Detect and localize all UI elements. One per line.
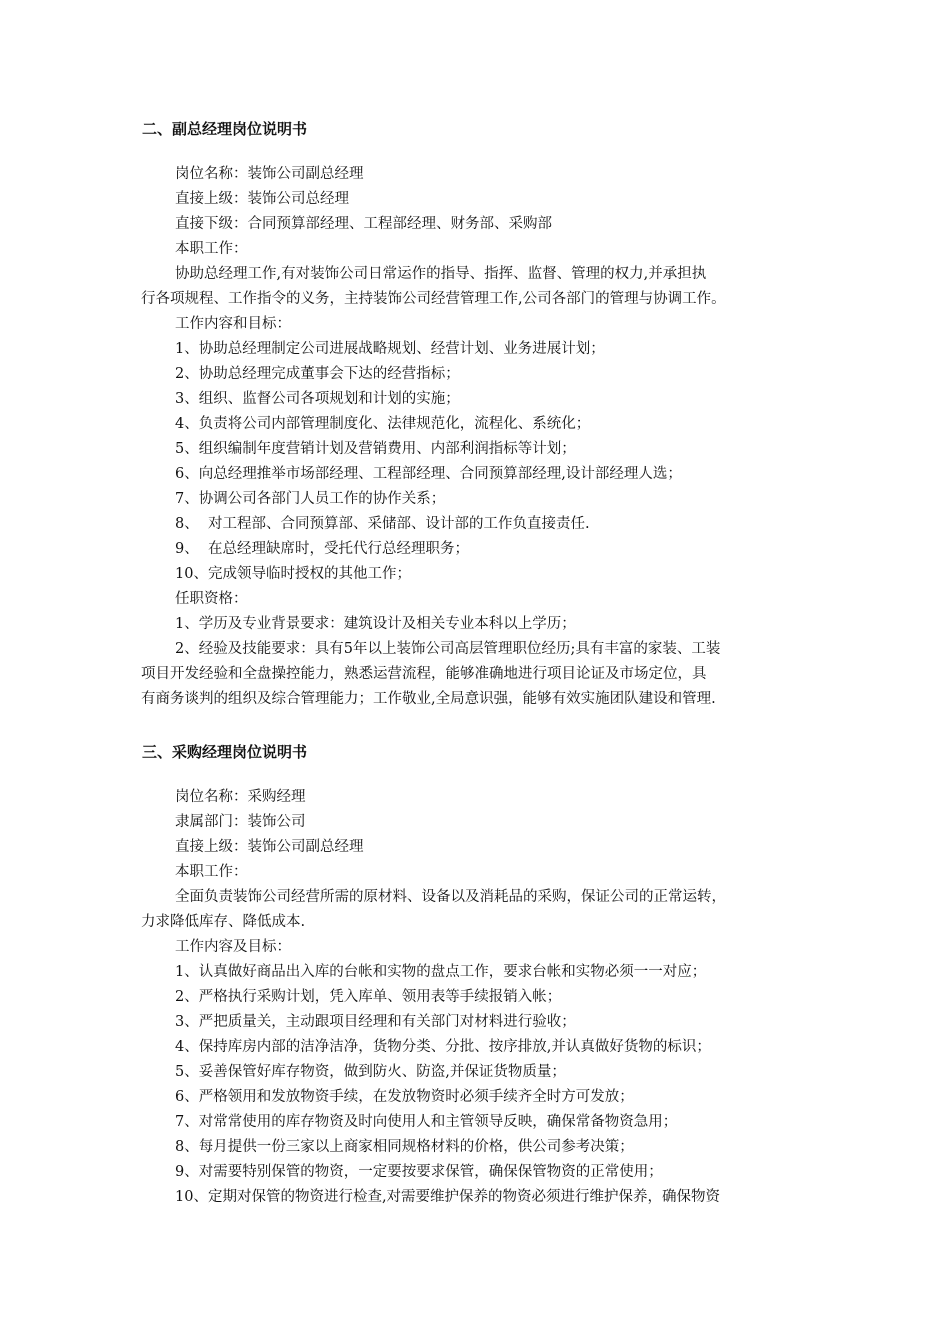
paragraph-line: 任职资格： (175, 591, 248, 607)
list-item: 8、每月提供一份三家以上商家相同规格材料的价格，供公司参考决策； (175, 1139, 634, 1155)
list-item: 3、严把质量关，主动跟项目经理和有关部门对材料进行验收； (175, 1014, 576, 1030)
list-item: 4、负责将公司内部管理制度化、法律规范化，流程化、系统化； (175, 416, 591, 432)
list-item: 4、保持库房内部的洁净洁净，货物分类、分批、按序排放,并认真做好货物的标识； (175, 1039, 711, 1055)
list-item: 1、协助总经理制定公司进展战略规划、经营计划、业务进展计划； (175, 341, 605, 357)
paragraph-line: 工作内容及目标： (175, 939, 291, 955)
paragraph-line: 直接上级：装饰公司副总经理 (175, 839, 364, 855)
list-item: 7、协调公司各部门人员工作的协作关系； (175, 491, 446, 507)
list-item: 8、 对工程部、合同预算部、采储部、设计部的工作负直接责任. (175, 516, 590, 532)
list-item: 6、严格领用和发放物资手续，在发放物资时必须手续齐全时方可发放； (175, 1089, 634, 1105)
paragraph-line: 工作内容和目标： (175, 316, 291, 332)
list-item: 2、严格执行采购计划，凭入库单、领用表等手续报销入帐； (175, 989, 562, 1005)
list-item: 6、向总经理推举市场部经理、工程部经理、合同预算部经理,设计部经理人选； (175, 466, 682, 482)
list-item: 2、经验及技能要求：具有5年以上装饰公司高层管理职位经历;具有丰富的家装、工装 (175, 641, 721, 657)
paragraph-line: 项目开发经验和全盘操控能力，熟悉运营流程，能够准确地进行项目论证及市场定位，具 (141, 666, 707, 682)
paragraph-line: 直接下级：合同预算部经理、工程部经理、财务部、采购部 (175, 216, 552, 232)
list-item: 5、妥善保管好库存物资，做到防火、防盗,并保证货物质量； (175, 1064, 566, 1080)
paragraph-line: 隶属部门：装饰公司 (175, 814, 306, 830)
list-item: 7、对常常使用的库存物资及时向使用人和主管领导反映，确保常备物资急用； (175, 1114, 678, 1130)
paragraph-line: 本职工作： (175, 864, 248, 880)
paragraph-line: 有商务谈判的组织及综合管理能力；工作敬业,全局意识强，能够有效实施团队建设和管理. (141, 691, 716, 707)
list-item: 3、组织、监督公司各项规划和计划的实施； (175, 391, 460, 407)
list-item: 10、定期对保管的物资进行检查,对需要维护保养的物资必须进行维护保养，确保物资 (175, 1189, 721, 1205)
paragraph-line: 岗位名称：采购经理 (175, 789, 306, 805)
paragraph-line: 全面负责装饰公司经营所需的原材料、设备以及消耗品的采购，保证公司的正常运转， (175, 889, 726, 905)
section-heading-purchasing-manager: 三、采购经理岗位说明书 (142, 743, 308, 761)
list-item: 10、完成领导临时授权的其他工作； (175, 566, 411, 582)
paragraph-line: 直接上级：装饰公司总经理 (175, 191, 349, 207)
paragraph-line: 行各项规程、工作指令的义务，主持装饰公司经营管理工作,公司各部门的管理与协调工作。 (141, 291, 726, 307)
list-item: 1、学历及专业背景要求：建筑设计及相关专业本科以上学历； (175, 616, 576, 632)
section-heading-deputy-gm: 二、副总经理岗位说明书 (142, 120, 308, 138)
list-item: 9、 在总经理缺席时，受托代行总经理职务； (175, 541, 469, 557)
paragraph-line: 岗位名称：装饰公司副总经理 (175, 166, 364, 182)
list-item: 5、组织编制年度营销计划及营销费用、内部利润指标等计划； (175, 441, 576, 457)
paragraph-line: 协助总经理工作,有对装饰公司日常运作的指导、指挥、监督、管理的权力,并承担执 (175, 266, 707, 282)
list-item: 2、协助总经理完成董事会下达的经营指标； (175, 366, 460, 382)
paragraph-line: 本职工作： (175, 241, 248, 257)
paragraph-line: 力求降低库存、降低成本. (141, 914, 306, 930)
list-item: 1、认真做好商品出入库的台帐和实物的盘点工作，要求台帐和实物必须一一对应； (175, 964, 707, 980)
list-item: 9、对需要特别保管的物资，一定要按要求保管，确保保管物资的正常使用； (175, 1164, 663, 1180)
